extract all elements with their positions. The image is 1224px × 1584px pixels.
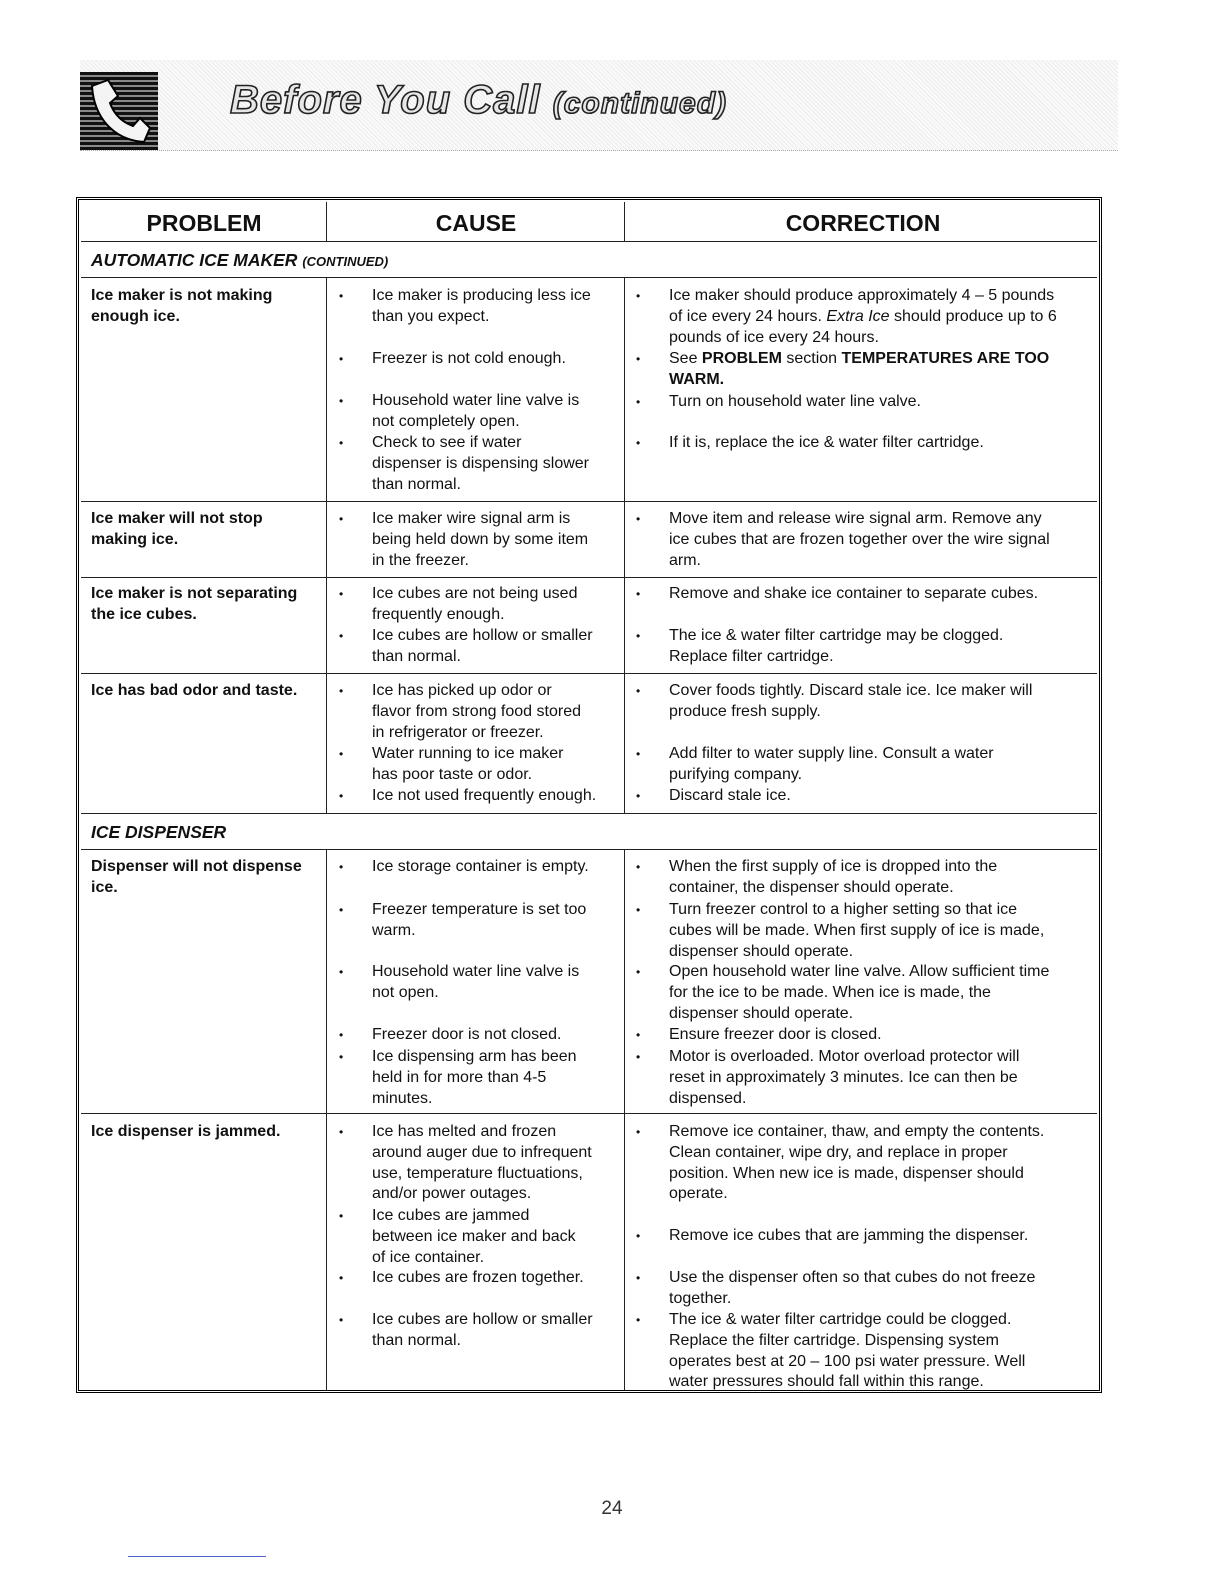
section-title-ice-maker: AUTOMATIC ICE MAKER (CONTINUED) <box>91 250 389 270</box>
cause-item: • Freezer door is not closed. <box>372 1025 561 1046</box>
correction-item: • When the first supply of ice is dropped into the container, the dispenser should operate. <box>669 857 997 899</box>
footer-divider <box>128 1556 266 1557</box>
correction-item: • Remove ice cubes that are jamming the dispenser. <box>669 1226 1028 1247</box>
column-header-problem: PROBLEM <box>146 209 262 236</box>
divider <box>81 501 1097 502</box>
correction-item: • Open household water line valve. Allow sufficient time for the ice to be made. When ice is made, the dispenser should operate. <box>669 962 1049 1024</box>
correction-item: • Remove ice container, thaw, and empty the contents. Clean container, wipe dry, and replace in proper position. When new ice is made, dispenser should operate. <box>669 1122 1044 1205</box>
divider <box>81 849 1097 850</box>
problem-jammed: Ice dispenser is jammed. <box>91 1123 281 1140</box>
cause-item: • Freezer temperature is set too warm. <box>372 900 586 942</box>
divider <box>326 849 327 1390</box>
divider <box>81 277 1097 278</box>
correction-item: • See PROBLEM section TEMPERATURES ARE TOO WARM. <box>669 349 1049 391</box>
problem-will-not-stop: Ice maker will not stop making ice. <box>91 510 263 548</box>
cause-item: • Ice cubes are jammed between ice maker and back of ice container. <box>372 1206 576 1268</box>
page-title: Before You Call (continued) <box>230 78 728 122</box>
cause-item: • Ice has picked up odor or flavor from strong food stored in refrigerator or freezer. <box>372 681 581 743</box>
divider <box>81 673 1097 674</box>
cause-item: • Ice cubes are frozen together. <box>372 1268 584 1289</box>
column-header-cause: CAUSE <box>435 209 517 236</box>
problem-not-separating: Ice maker is not separating the ice cubes. <box>91 585 298 623</box>
correction-item: • Add filter to water supply line. Consult a water purifying company. <box>669 744 994 786</box>
cause-item: • Ice dispensing arm has been held in for more than 4-5 minutes. <box>372 1047 577 1109</box>
correction-item: • Cover foods tightly. Discard stale ice. Ice maker will produce fresh supply. <box>669 681 1032 723</box>
correction-item: • If it is, replace the ice & water filter cartridge. <box>669 433 984 454</box>
phone-icon <box>80 72 158 150</box>
cause-item: • Ice cubes are not being used frequently enough. <box>372 584 577 626</box>
troubleshooting-table <box>76 197 1102 1393</box>
header-banner <box>80 60 1118 151</box>
divider <box>326 277 327 814</box>
correction-item: • Discard stale ice. <box>669 786 791 807</box>
problem-will-not-dispense: Dispenser will not dispense ice. <box>91 858 302 896</box>
correction-item: • Move item and release wire signal arm. Remove any ice cubes that are frozen together over the wire signal arm. <box>669 509 1050 571</box>
divider <box>624 202 625 241</box>
correction-item: • Motor is overloaded. Motor overload protector will reset in approximately 3 minutes. Ice can then be dispensed. <box>669 1047 1019 1109</box>
column-header-correction: CORRECTION <box>785 209 941 236</box>
cause-item: • Ice cubes are hollow or smaller than normal. <box>372 626 593 668</box>
cause-item: • Ice maker wire signal arm is being held down by some item in the freezer. <box>372 509 588 571</box>
cause-item: • Ice maker is producing less ice than you expect. <box>372 286 591 328</box>
correction-item: • Ensure freezer door is closed. <box>669 1025 882 1046</box>
divider <box>624 849 625 1390</box>
divider <box>81 577 1097 578</box>
divider <box>81 813 1097 814</box>
correction-item: • Remove and shake ice container to separate cubes. <box>669 584 1038 605</box>
cause-item: • Ice cubes are hollow or smaller than normal. <box>372 1310 593 1352</box>
problem-not-enough-ice: Ice maker is not making enough ice. <box>91 287 273 325</box>
divider <box>81 241 1097 242</box>
correction-item: • Turn on household water line valve. <box>669 392 921 413</box>
cause-item: • Ice not used frequently enough. <box>372 786 596 807</box>
cause-item: • Water running to ice maker has poor taste or odor. <box>372 744 563 786</box>
divider <box>624 277 625 814</box>
correction-item: • Ice maker should produce approximately 4 – 5 pounds of ice every 24 hours. Extra Ice should produce up to 6 pounds of ice every 24 hours. <box>669 286 1057 348</box>
divider <box>81 1113 1097 1114</box>
cause-item: • Check to see if water dispenser is dispensing slower than normal. <box>372 433 589 495</box>
cause-item: • Household water line valve is not completely open. <box>372 391 579 433</box>
correction-item: • The ice & water filter cartridge may be clogged. Replace filter cartridge. <box>669 626 1003 668</box>
section-title-ice-dispenser: ICE DISPENSER <box>91 822 227 842</box>
cause-item: • Freezer is not cold enough. <box>372 349 566 370</box>
correction-item: • The ice & water filter cartridge could be clogged. Replace the filter cartridge. Dispensing system operates best at 20 – 100 psi water pressure. Well water pressures should fall within this range. <box>669 1310 1025 1393</box>
correction-item: • Turn freezer control to a higher setting so that ice cubes will be made. When first supply of ice is made, dispenser should operate. <box>669 900 1044 962</box>
cause-item: • Household water line valve is not open. <box>372 962 579 1004</box>
problem-bad-odor: Ice has bad odor and taste. <box>91 682 298 699</box>
correction-item: • Use the dispenser often so that cubes do not freeze together. <box>669 1268 1035 1310</box>
cause-item: • Ice storage container is empty. <box>372 857 589 878</box>
cause-item: • Ice has melted and frozen around auger due to infrequent use, temperature fluctuations, and/or power outages. <box>372 1122 592 1205</box>
page-number: 24 <box>601 1498 623 1519</box>
divider <box>326 202 327 241</box>
page-title-suffix: (continued) <box>552 87 728 120</box>
